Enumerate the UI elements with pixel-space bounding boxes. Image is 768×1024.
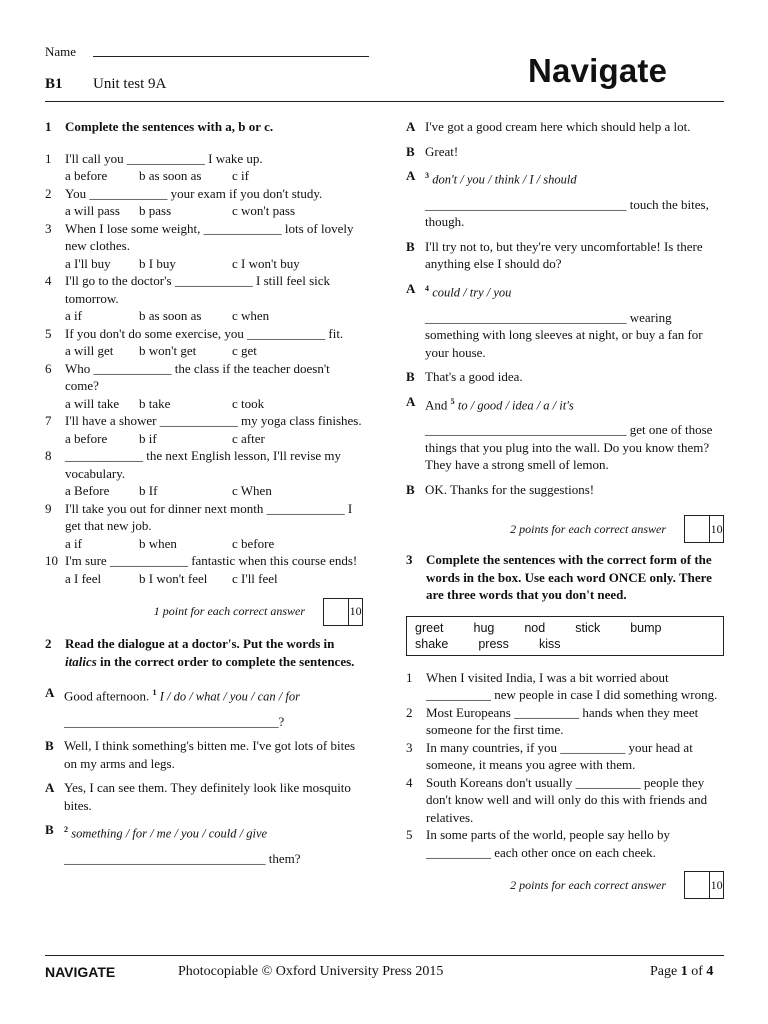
dialogue-text	[64, 684, 363, 706]
word-box-row	[415, 636, 715, 652]
footer-brand: NAVIGATE	[45, 964, 116, 980]
speaker-label: B	[406, 369, 415, 385]
answer-option[interactable]: b take	[139, 395, 171, 411]
answer-option[interactable]: c after	[232, 430, 265, 446]
dialogue-line	[45, 850, 363, 868]
dialogue-words: That's a good idea.	[425, 369, 523, 385]
answer-blank[interactable]: _________________________________?	[64, 713, 285, 729]
speaker-label: A	[45, 685, 55, 700]
dialogue-words: I'll try not to, but they're very uncomfortable! Is there anything else I should do?	[425, 238, 703, 272]
dialogue-text	[64, 779, 363, 814]
question-text: Most Europeans __________ hands when they meet someone for the first time.	[426, 704, 699, 738]
dialogue-text	[64, 713, 363, 731]
question-item	[45, 360, 363, 395]
answer-option[interactable]: a before	[65, 430, 108, 446]
question-text: I'll have a shower ____________ my yoga class finishes.	[65, 413, 362, 428]
word-prompt: something / for / me / you / could / give	[71, 826, 268, 841]
left-column	[45, 118, 363, 875]
dialogue-line	[45, 737, 363, 772]
question-text: In some parts of the world, people say hello by __________ each other once on each cheek.	[426, 827, 671, 860]
dialogue-text	[425, 309, 724, 362]
answer-option[interactable]: a if	[65, 308, 82, 323]
answer-options	[45, 570, 363, 588]
answer-options	[45, 202, 363, 220]
dialogue-line	[45, 713, 363, 731]
answer-options	[45, 535, 363, 553]
dialogue-words: I've got a good cream here which should help a lot.	[425, 119, 691, 134]
dialogue-line	[406, 309, 724, 362]
question-text: I'll take you out for dinner next month ____________ I get that new job.	[65, 500, 353, 533]
answer-option[interactable]: a I feel	[65, 570, 102, 586]
dialogue-words: _______________________________ touch the bites, though.	[425, 196, 709, 230]
gap-number: 5	[450, 396, 455, 406]
word-box-item: hug	[473, 620, 495, 635]
dialogue-text	[425, 421, 724, 474]
question-number: 9	[45, 500, 52, 516]
level-label: B1	[45, 76, 63, 92]
question-number: 5	[45, 325, 52, 341]
word-box-item: nod	[524, 620, 546, 635]
section-1-title: 1 Complete the sentences with a, b or c.	[45, 119, 274, 134]
answer-option[interactable]: a I'll buy	[65, 255, 111, 271]
score-entry-cell[interactable]	[324, 599, 348, 625]
question-item	[45, 150, 363, 168]
question-text: When I lose some weight, ____________ lots of lovely new clothes.	[65, 220, 354, 253]
score-box	[684, 515, 724, 543]
question-item	[406, 704, 724, 739]
speaker-label	[45, 850, 64, 868]
score-text: 2 points for each correct answer	[510, 521, 666, 536]
question-text: Who ____________ the class if the teacher doesn't come?	[65, 360, 330, 393]
dialogue-line	[406, 481, 724, 499]
dialogue-line	[406, 118, 724, 136]
question-item	[45, 185, 363, 203]
question-item	[406, 739, 724, 774]
question-number: 4	[45, 273, 52, 288]
answer-option[interactable]: b I buy	[139, 255, 176, 271]
dialogue-words: OK. Thanks for the suggestions!	[425, 481, 595, 497]
score-entry-cell[interactable]	[685, 872, 709, 898]
answer-options	[45, 395, 363, 413]
answer-option[interactable]: a will take	[65, 395, 120, 411]
question-number: 7	[45, 413, 52, 428]
word-box-item: shake	[415, 636, 449, 651]
section-3-score	[406, 871, 724, 899]
speaker-label	[406, 309, 425, 362]
question-number: 1	[45, 150, 52, 166]
speaker-label: A	[406, 119, 416, 134]
question-text: You ____________ your exam if you don't study.	[65, 185, 323, 201]
speaker-label: A	[45, 780, 55, 796]
gap-number: 4	[425, 283, 429, 293]
speaker-label: B	[406, 481, 415, 497]
answer-option[interactable]: a Before	[65, 483, 110, 498]
dialogue-text	[425, 481, 724, 499]
speaker-label: B	[406, 238, 415, 254]
name-label: Name	[45, 44, 77, 59]
speaker-label	[406, 196, 425, 231]
dialogue-line	[406, 368, 724, 386]
dialogue-line	[45, 684, 363, 706]
question-text: ____________ the next English lesson, I'll revise my vocabulary.	[65, 448, 342, 481]
question-text: In many countries, if you __________ your head at someone, it means you agree with them.	[426, 739, 693, 773]
right-column	[406, 118, 724, 899]
word-box-item: greet	[415, 620, 444, 635]
answer-option[interactable]: a before	[65, 168, 108, 183]
answer-options	[45, 482, 363, 500]
dialogue-text	[425, 393, 724, 415]
score-total: 10	[709, 516, 723, 542]
answer-option[interactable]: a will get	[65, 343, 114, 358]
question-number: 2	[45, 185, 52, 201]
dialogue-text	[425, 143, 724, 161]
answer-option[interactable]: c when	[232, 308, 270, 323]
footer-divider	[45, 955, 724, 956]
name-line	[45, 44, 375, 60]
dialogue-line	[45, 779, 363, 814]
speaker-label: A	[406, 168, 416, 183]
dialogue-text	[425, 280, 724, 302]
answer-options	[45, 167, 363, 185]
dialogue-text	[425, 167, 724, 189]
dialogue-line	[406, 238, 724, 273]
score-entry-cell[interactable]	[685, 516, 709, 542]
question-item	[45, 220, 363, 255]
answer-option[interactable]: b if	[139, 430, 157, 446]
dialogue-left	[45, 684, 363, 868]
dialogue-line	[406, 167, 724, 189]
word-box-item: bump	[630, 620, 662, 635]
speaker-label: A	[406, 280, 416, 296]
question-number: 6	[45, 360, 52, 376]
question-text: When I visited India, I was a bit worried about __________ new people in case I did something wrong.	[426, 669, 718, 703]
dialogue-line	[406, 280, 724, 302]
dialogue-text	[425, 118, 724, 136]
name-rule	[93, 56, 369, 57]
question-number: 8	[45, 448, 52, 463]
header-divider	[45, 101, 724, 102]
dialogue-line	[406, 393, 724, 415]
question-item	[45, 325, 363, 343]
gap-number: 1	[152, 688, 157, 697]
word-box-row	[415, 620, 715, 636]
speaker-label: B	[45, 822, 54, 838]
dialogue-words: And	[425, 396, 451, 412]
speaker-label	[406, 421, 425, 474]
question-number: 10	[45, 553, 58, 568]
dialogue-text	[425, 238, 724, 273]
question-number: 4	[406, 774, 413, 790]
answer-option[interactable]: b as soon as	[139, 168, 202, 183]
dialogue-words: Good afternoon.	[64, 688, 153, 704]
question-number: 2	[406, 704, 413, 720]
page-number: Page 1 of 4	[650, 964, 714, 979]
gap-number: 3	[425, 171, 429, 180]
word-prompt: could / try / you	[432, 285, 512, 300]
word-prompt: I / do / what / you / can / for	[159, 689, 300, 704]
answer-option[interactable]: b I won't feel	[139, 570, 208, 586]
question-item	[406, 669, 724, 704]
answer-options	[45, 342, 363, 360]
answer-option[interactable]: c When	[232, 483, 272, 498]
section-3-questions	[406, 669, 724, 862]
answer-option[interactable]: c I won't buy	[232, 255, 300, 271]
answer-option[interactable]: c I'll feel	[232, 570, 278, 586]
answer-option[interactable]: b when	[139, 535, 177, 551]
score-text: 1 point for each correct answer	[153, 604, 305, 619]
word-box	[406, 616, 724, 656]
score-total: 10	[348, 599, 362, 625]
question-item	[45, 272, 363, 307]
speaker-label	[45, 713, 64, 731]
dialogue-words: Yes, I can see them. They definitely look like mosquito bites.	[64, 780, 351, 813]
word-prompt: don't / you / think / I / should	[432, 172, 577, 187]
dialogue-words: Great!	[425, 143, 459, 159]
dialogue-text	[64, 737, 363, 772]
question-item	[45, 500, 363, 535]
score-text: 2 points for each correct answer	[510, 877, 666, 892]
answer-option[interactable]: c if	[232, 168, 249, 183]
question-number: 5	[406, 827, 413, 843]
answer-option[interactable]: c took	[232, 395, 265, 411]
speaker-label: B	[406, 143, 415, 159]
dialogue-words: Well, I think something's bitten me. I've got lots of bites on my arms and legs.	[64, 738, 356, 771]
dialogue-text	[64, 821, 363, 843]
answer-options	[45, 307, 363, 325]
gap-number: 2	[64, 825, 68, 835]
word-prompt: to / good / idea / a / it's	[457, 397, 574, 412]
section-1-questions	[45, 150, 363, 588]
dialogue-line	[406, 143, 724, 161]
word-box-item: stick	[575, 620, 601, 635]
question-item	[45, 552, 363, 570]
question-number: 3	[406, 739, 413, 755]
score-box	[684, 871, 724, 899]
dialogue-text	[425, 368, 724, 386]
question-text: South Koreans don't usually __________ people they don't know well and will only do this with friends and relatives.	[426, 774, 708, 825]
question-item	[406, 774, 724, 827]
dialogue-text	[425, 196, 724, 231]
dialogue-text	[64, 850, 363, 868]
dialogue-words: _______________________________ get one of those things that you plug into the wall. Do you know them? They have a strong smell of lemon.	[425, 422, 713, 473]
answer-blank[interactable]: _______________________________ them?	[64, 851, 301, 867]
question-number: 3	[45, 220, 52, 236]
answer-option[interactable]: c get	[232, 343, 257, 358]
footer-copyright: Photocopiable © Oxford University Press 2015	[178, 964, 444, 979]
speaker-label: A	[406, 393, 416, 409]
unit-title: Unit test 9A	[93, 76, 167, 92]
brand-logo: Navigate	[528, 52, 668, 89]
section-2-score	[406, 515, 724, 543]
speaker-label: B	[45, 738, 54, 754]
dialogue-line	[406, 421, 724, 474]
question-item	[406, 826, 724, 861]
answer-options	[45, 430, 363, 448]
question-item	[45, 412, 363, 430]
dialogue-right	[406, 118, 724, 498]
word-box-item: kiss	[538, 636, 561, 651]
dialogue-line	[406, 196, 724, 231]
dialogue-words: _______________________________ wearing something with long sleeves at night, or buy a fan for your house.	[425, 309, 703, 360]
question-item	[45, 447, 363, 482]
answer-option[interactable]: c before	[232, 535, 275, 551]
section-2-title: 2 Read the dialogue at a doctor's. Put the words in italics in the correct order to complete the sentences.	[45, 636, 355, 669]
question-number: 1	[406, 669, 413, 685]
answer-option[interactable]: b If	[139, 483, 158, 498]
section-1-score	[45, 598, 363, 626]
section-3-title: 3 Complete the sentences with the correct form of the words in the box. Use each word ONCE only. There are three words that you don't need.	[406, 552, 712, 603]
score-total: 10	[709, 872, 723, 898]
score-box	[323, 598, 363, 626]
question-text: I'll go to the doctor's ____________ I still feel sick tomorrow.	[65, 273, 331, 306]
dialogue-line	[45, 821, 363, 843]
answer-option[interactable]: b won't get	[139, 343, 197, 358]
question-text: I'm sure ____________ fantastic when this course ends!	[65, 553, 358, 568]
question-text: If you don't do some exercise, you ____________ fit.	[65, 325, 344, 341]
answer-option[interactable]: a if	[65, 535, 82, 551]
answer-option[interactable]: c won't pass	[232, 203, 296, 218]
answer-options	[45, 255, 363, 273]
question-text: I'll call you ____________ I wake up.	[65, 150, 263, 166]
answer-option[interactable]: b pass	[139, 203, 172, 218]
word-box-item: press	[478, 636, 509, 651]
answer-option[interactable]: a will pass	[65, 203, 120, 218]
answer-option[interactable]: b as soon as	[139, 308, 202, 323]
